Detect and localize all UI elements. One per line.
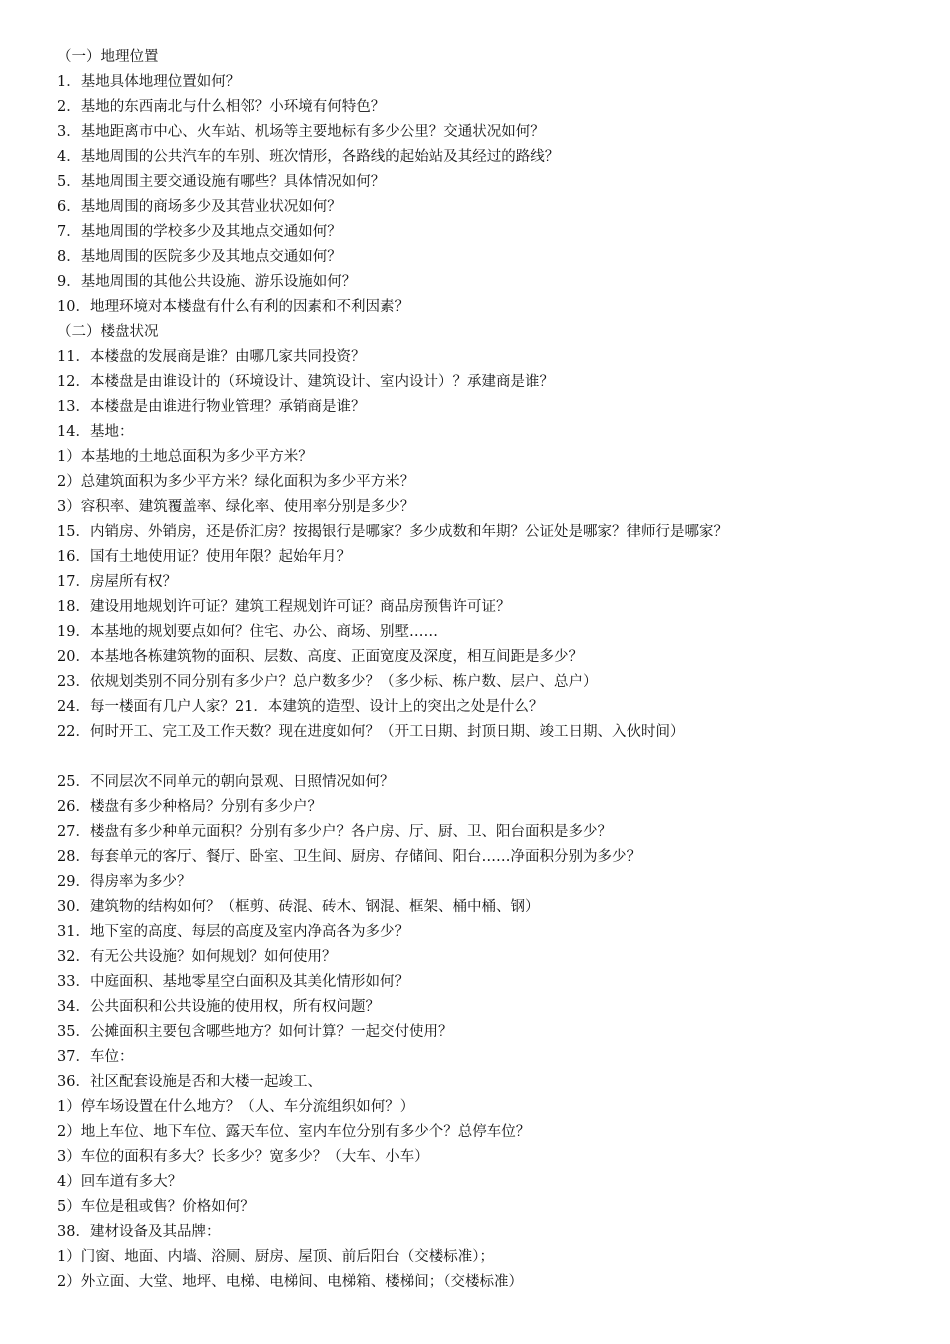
text-line: 11．本楼盘的发展商是谁？由哪几家共同投资？	[57, 349, 366, 365]
text-line: 16．国有土地使用证？使用年限？起始年月？	[57, 549, 351, 565]
text-line: 13．本楼盘是由谁进行物业管理？承销商是谁？	[57, 399, 366, 415]
text-line: 1）停车场设置在什么地方？（人、车分流组织如何？）	[57, 1098, 415, 1115]
text-line: 7．基地周围的学校多少及其地点交通如何？	[57, 224, 342, 240]
text-line: 1）门窗、地面、内墙、浴厕、厨房、屋顶、前后阳台（交楼标准）；	[57, 1248, 494, 1265]
text-line: 31．地下室的高度、每层的高度及室内净高各为多少？	[57, 923, 409, 940]
text-line: 28．每套单元的客厅、餐厅、卧室、卫生间、厨房、存储间、阳台……净面积分别为多少？	[57, 848, 641, 865]
text-line: 19．本基地的规划要点如何？住宅、办公、商场、别墅……	[57, 624, 438, 640]
text-line: 10．地理环境对本楼盘有什么有利的因素和不利因素？	[57, 299, 409, 315]
text-line: 2）总建筑面积为多少平方米？绿化面积为多少平方米？	[57, 474, 415, 490]
text-line: 3．基地距离市中心、火车站、机场等主要地标有多少公里？交通状况如何？	[57, 124, 545, 140]
text-line: 23．依规划类别不同分别有多少户？总户数多少？（多少标、栋户数、层户、总户）	[57, 674, 598, 690]
text-line: 14．基地：	[57, 424, 134, 440]
text-line: 4．基地周围的公共汽车的车别、班次情形，各路线的起始站及其经过的路线？	[57, 149, 560, 165]
text-line: 24．每一楼面有几户人家？21．本建筑的造型、设计上的突出之处是什么？	[57, 699, 544, 715]
text-line: 6．基地周围的商场多少及其营业状况如何？	[57, 199, 342, 215]
text-line: 1．基地具体地理位置如何？	[57, 74, 241, 90]
text-line: 4）回车道有多大？	[57, 1173, 183, 1190]
text-line: 34．公共面积和公共设施的使用权，所有权问题？	[57, 998, 380, 1015]
text-line: 30．建筑物的结构如何？（框剪、砖混、砖木、钢混、框架、桶中桶、钢）	[57, 898, 540, 915]
text-line: 3）容积率、建筑覆盖率、绿化率、使用率分别是多少？	[57, 499, 415, 515]
text-line: （二）楼盘状况	[57, 324, 159, 340]
text-line: 35．公摊面积主要包含哪些地方？如何计算？一起交付使用？	[57, 1023, 453, 1040]
text-line: 20．本基地各栋建筑物的面积、层数、高度、正面宽度及深度，相互间距是多少？	[57, 649, 583, 665]
text-line: 36．社区配套设施是否和大楼一起竣工、	[57, 1073, 322, 1090]
text-line: 18．建设用地规划许可证？建筑工程规划许可证？商品房预售许可证？	[57, 599, 511, 615]
text-line: 38．建材设备及其品牌：	[57, 1223, 221, 1240]
text-line: 5．基地周围主要交通设施有哪些？具体情况如何？	[57, 174, 386, 190]
text-line: 17．房屋所有权？	[57, 574, 177, 590]
blank-line	[57, 745, 937, 770]
text-line: 15．内销房、外销房，还是侨汇房？按揭银行是哪家？多少成数和年期？公证处是哪家？律师行是哪家？	[57, 524, 728, 540]
text-line: 29．得房率为多少？	[57, 873, 192, 890]
text-line: 25．不同层次不同单元的朝向景观、日照情况如何？	[57, 773, 395, 790]
text-line: 2．基地的东西南北与什么相邻？小环境有何特色？	[57, 99, 386, 115]
text-line: 27．楼盘有多少种单元面积？分别有多少户？各户房、厅、厨、卫、阳台面积是多少？	[57, 823, 612, 840]
text-line: 5）车位是租或售？价格如何？	[57, 1198, 255, 1215]
text-line: （一）地理位置	[57, 49, 159, 65]
text-line: 32．有无公共设施？如何规划？如何使用？	[57, 948, 337, 965]
document-body	[57, 45, 937, 1295]
text-line: 22．何时开工、完工及工作天数？现在进度如何？（开工日期、封顶日期、竣工日期、入伙时间）	[57, 724, 685, 740]
text-line: 1）本基地的土地总面积为多少平方米？	[57, 449, 313, 465]
text-line: 33．中庭面积、基地零星空白面积及其美化情形如何？	[57, 973, 409, 990]
text-line: 2）外立面、大堂、地坪、电梯、电梯间、电梯箱、楼梯间；（交楼标准）	[57, 1273, 523, 1290]
text-line: 37．车位：	[57, 1048, 134, 1065]
text-line: 26．楼盘有多少种格局？分别有多少户？	[57, 798, 322, 815]
text-line: 12．本楼盘是由谁设计的（环境设计、建筑设计、室内设计）？承建商是谁？	[57, 374, 554, 390]
text-line: 9．基地周围的其他公共设施、游乐设施如何？	[57, 274, 357, 290]
text-line: 2）地上车位、地下车位、露天车位、室内车位分别有多少个？总停车位？	[57, 1123, 531, 1140]
text-line: 8．基地周围的医院多少及其地点交通如何？	[57, 249, 342, 265]
text-line: 3）车位的面积有多大？长多少？宽多少？（大车、小车）	[57, 1148, 429, 1165]
